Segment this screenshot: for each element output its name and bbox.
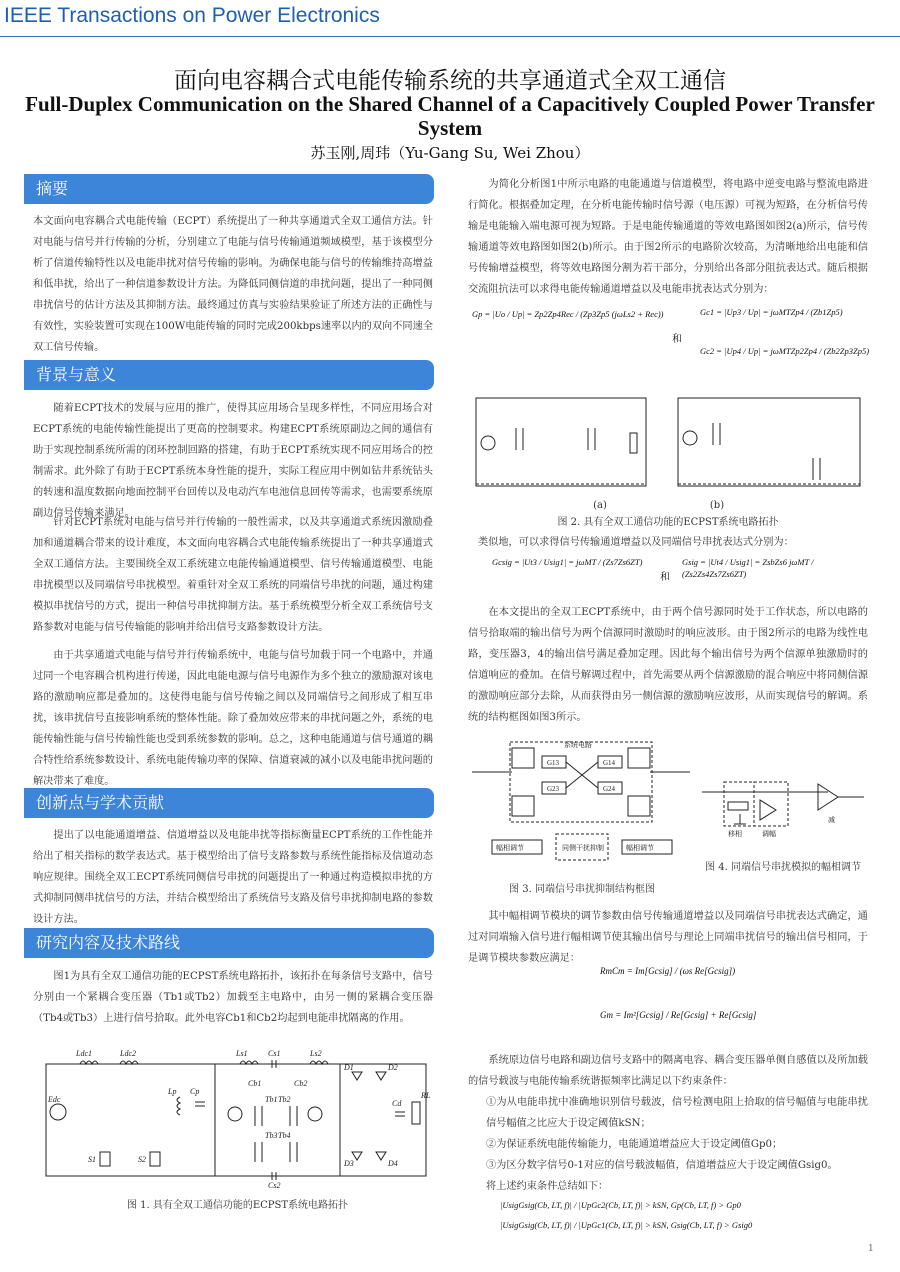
- fig1-label: Cd: [392, 1099, 402, 1108]
- section-heading-innovation: 创新点与学术贡献: [24, 788, 434, 818]
- research-text: 图1为具有全双工通信功能的ECPST系统电路拓扑，该拓扑在每条信号支路中，信号分别由一个紧耦合变压器（Tb1或Tb2）加载至主电路中，由另一侧的紧耦合变压器（Tb4或Tb3）上进行信号拾取。此外电容Cb1和Cb2均起到电能串扰隔离的作用。: [33, 971, 433, 1024]
- fig1-label: D2: [388, 1063, 398, 1072]
- figure-2-caption: 图 2. 具有全双工通信功能的ECPST系统电路拓扑: [557, 517, 779, 528]
- equation-signal-crosstalk: Gcsig = |Ut3 / Usig1| = jωMT / (Zs7Zs6ZT): [492, 557, 643, 567]
- fig1-label: Cp: [190, 1087, 200, 1096]
- fig3-label: G24: [603, 785, 616, 793]
- equation-rmcm: RmCm = Im[Gcsig] / (ωs Re[Gcsig]): [600, 966, 736, 976]
- fig4-label: 调幅: [762, 830, 776, 838]
- equation-signal-gain: Gsig = |Ut4 / Usig1| = ZsbZs6 jωMT / (Zs2Zs4Zs7Zs6ZT): [682, 557, 814, 579]
- section-heading-research: 研究内容及技术路线: [24, 928, 434, 958]
- figure-3-block-diagram: [472, 738, 692, 876]
- page-number: 1: [868, 1244, 874, 1254]
- equation-and-2: 和: [660, 572, 670, 583]
- fig1-label: D1: [344, 1063, 354, 1072]
- background-paragraph-1: 随着ECPT技术的发展与应用的推广，使得其应用场合呈现多样性，不同应用场合对ECPT系统的电能传输性能提出了更高的控制要求。构建ECPT系统原副边之间的通信有助于实现控制系统所需的闭环控制回路的搭建，有助于ECPT系统实现不同应用场合的控制需求。此外除了有助于ECPT系统本身性能的提升，实际工程应用中例如钻井系统钻头的转速和温度数据向地面控制平台回传以及电动汽车电池信息回传等需求，也需要系统原副边信号传输来满足。: [33, 403, 433, 519]
- fig1-label: Cb2: [294, 1079, 308, 1088]
- fig1-label: Tb2: [278, 1095, 291, 1104]
- fig3-label: G23: [547, 785, 560, 793]
- fig1-label: Cb1: [248, 1079, 262, 1088]
- figure-1-circuit: [40, 1042, 435, 1190]
- constraint-equation-1: |UsigGsig(Cb, LT, f)| / |UpGc2(Cb, LT, f)| > kSN, Gp(Cb, LT, f) > Gp0: [500, 1200, 741, 1210]
- header-rule: [0, 36, 900, 37]
- fig1-label: S1: [88, 1155, 96, 1164]
- journal-name: IEEE Transactions on Power Electronics: [4, 4, 380, 27]
- right-paragraph-4: 其中幅相调节模块的调节参数由信号传输通道增益以及同端信号串扰表达式确定，通过对同端输入信号进行幅相调节使其输出信号与理论上同端串扰信号的输出信号相同，于是调节模块参数应满足：: [468, 911, 868, 964]
- fig1-label: Ldc1: [76, 1049, 92, 1058]
- fig1-label: Ldc2: [120, 1049, 136, 1058]
- fig1-label: Cs2: [268, 1181, 281, 1190]
- section-heading-background: 背景与意义: [24, 360, 434, 390]
- fig1-label: Ls1: [236, 1049, 248, 1058]
- title-chinese: 面向电容耦合式电能传输系统的共享通道式全双工通信: [174, 68, 726, 94]
- abstract-text: 本文面向电容耦合式电能传输（ECPT）系统提出了一种共享通道式全双工通信方法。针对电能与信号并行传输的分析，分别建立了电能与信号传输通道频域模型，基于该模型分析了信道传输特性以及电能串扰对信号传输的影响。为确保电能与信号的传输维持高增益和低串扰，给出了一种信道参数设计方法。为降低同侧信道的串扰问题，提出了一种同侧串扰信号的估计方法及其抑制方法。最终通过仿真与实验结果验证了所述方法的正确性与有效性，实验装置可实现在100W电能传输的同时完成200kbps速率以内的双向不同速全双工信号传输。: [33, 216, 433, 353]
- right-paragraph-2: 类似地，可以求得信号传输通道增益以及同端信号串扰表达式分别为：: [478, 537, 794, 548]
- fig1-label: Edc: [48, 1095, 61, 1104]
- fig3-label: 幅相调节: [496, 844, 524, 852]
- fig1-label: Tb3: [265, 1131, 278, 1140]
- journal-header: [0, 0, 900, 40]
- fig1-label: D4: [388, 1159, 398, 1168]
- equation-gm: Gm = Im²[Gcsig] / Re[Gcsig] + Re[Gcsig]: [600, 1010, 757, 1020]
- background-paragraph-2: 针对ECPT系统对电能与信号并行传输的一般性需求，以及共享通道式系统因激励叠加和通道耦合带来的设计难度，本文面向电容耦合式电能传输系统提出了一种共享通道式全双工通信方法。主要围绕全双工系统建立电能传输通道模型、信号传输通道模型、电能串扰模型以及同端信号串扰模型。着重针对全双工系统的同端信号串扰的问题，通过构建模拟串扰信号的方式，提出一种信号串扰抑制方法。基于系统模型分析全双工系统信号支路参数对电能与信号传输能的影响并给出信号支路参数设计方法。: [33, 517, 433, 633]
- fig1-label: D3: [344, 1159, 354, 1168]
- fig3-label: 同侧干扰抑制: [562, 844, 604, 852]
- right-paragraph-3: 在本文提出的全双工ECPT系统中，由于两个信号源同时处于工作状态，所以电路的信号拾取端的输出信号为两个信源同时激励时的响应波形。由于图2所示的电路为线性电路，变压器3，4的输出信号满足叠加定理。因此每个输出信号为两个信源单独激励时的信道响应的叠加。在信号解调过程中，首先需要从两个信源激励的混合响应中将同侧信源的激励响应部分去除，从而获得由另一侧信源的激励响应波形，从而实现信号的解调。系统的结构框图如图3所示。: [468, 607, 868, 723]
- figure-2a-label: (a): [593, 500, 607, 511]
- constraint-1: ①为从电能串扰中准确地识别信号载波，信号检测电阻上拾取的信号幅值与电能串扰信号幅值之比应大于设定阈值kSN；: [486, 1097, 868, 1129]
- fig3-label: G14: [603, 759, 616, 767]
- equation-and-1: 和: [672, 334, 682, 345]
- equation-crosstalk-2: Gc2 = |Up4 / Up| = jωMTZp2Zp4 / (Zb2Zp3Zp5): [700, 346, 870, 356]
- background-paragraph-3: 由于共享通道式电能与信号并行传输系统中，电能与信号加载于同一个电路中，并通过同一个电容耦合机构进行传递，因此电能电源与信号电源作为多个独立的激励源对该电路的激励响应都是叠加的。这使得电能与信号传输之间以及同端信号之间形成了相互串扰，该串扰信号直接影响系统的整体性能。除了叠加效应带来的串扰问题之外，系统的电能传输性能与信号传输性能也受到系统参数的影响。总之，这种电能通道与信号通道的耦合特性给系统参数设计、系统电能传输功率的保障、信道衰减的减小以及电能串扰问题的解决带来了难度。: [33, 650, 433, 787]
- authors: 苏玉刚,周玮（Yu-Gang Su, Wei Zhou）: [310, 144, 590, 162]
- figure-2-circuits: [468, 388, 868, 506]
- fig4-label: 移相: [728, 830, 742, 838]
- fig1-label: Tb4: [278, 1131, 291, 1140]
- right-paragraph-5: 系统原边信号电路和副边信号支路中的隔离电容、耦合变压器单侧自感值以及所加载的信号载波与电能传输系统谐振频率比满足以下约束条件：: [468, 1055, 868, 1087]
- figure-4-amplitude-phase: [698, 762, 868, 852]
- figure-1-caption: 图 1. 具有全双工通信功能的ECPST系统电路拓扑: [126, 1200, 349, 1211]
- fig1-label: S2: [138, 1155, 146, 1164]
- fig3-label: G13: [547, 759, 560, 767]
- fig1-label: Cs1: [268, 1049, 281, 1058]
- constraint-equation-2: |UsigGsig(Cb, LT, f)| / |UpGc1(Cb, LT, f)| > kSN, Gsig(Cb, LT, f) > Gsig0: [500, 1220, 753, 1230]
- fig1-label: Tb1: [265, 1095, 278, 1104]
- figure-4-caption: 图 4. 同端信号串扰模拟的幅相调节: [705, 862, 861, 873]
- figure-2b-label: (b): [709, 500, 725, 511]
- constraint-2: ②为保证系统电能传输能力，电能通道增益应大于设定阈值Gp0；: [486, 1139, 783, 1150]
- innovation-text: 提出了以电能通道增益、信道增益以及电能串扰等指标衡量ECPT系统的工作性能并给出了相关指标的数学表达式。基于模型给出了信号支路参数与系统性能指标及信道动态响应规律。围绕全双工ECPT系统同侧信号串扰的问题提出了一种通过构造模拟串扰的方式抑制同侧串扰信号的方法，并结合模型给出了系统信号支路及信号串扰抑制电路的参数设计方法。: [33, 830, 433, 925]
- constraint-4: 将上述约束条件总结如下：: [486, 1181, 609, 1192]
- title-english: Full-Duplex Communication on the Shared Channel of a Capacitively Coupled Power Transfer System: [25, 92, 875, 140]
- constraint-3: ③为区分数字信号0-1对应的信号载波幅值，信道增益应大于设定阈值Gsig0。: [486, 1160, 838, 1171]
- equation-crosstalk-1: Gc1 = |Up3 / Up| = jωMTZp4 / (Zb1Zp5): [700, 307, 843, 317]
- fig1-label: Lp: [168, 1087, 177, 1096]
- fig4-label: 减: [828, 816, 835, 824]
- fig3-label: 幅相调节: [626, 844, 654, 852]
- section-heading-abstract: 摘要: [24, 174, 434, 204]
- fig1-label: Ls2: [310, 1049, 322, 1058]
- figure-3-caption: 图 3. 同端信号串扰抑制结构框图: [509, 884, 655, 895]
- right-paragraph-1: 为简化分析图1中所示电路的电能通道与信道模型，将电路中逆变电路与整流电路进行简化。根据叠加定理，在分析电能传输时信号源（电压源）可视为短路，在分析信号传输是电能输入端电源可视为短路。于是电能传输通道的等效电路图如图2(a)所示，信号传输通道等效电路图如图2(b)所示。由于图2所示的电路阶次较高，为清晰地给出电能和信号传输增益模型，将等效电路图分割为若干部分，分别给出各部分阻抗表达式。随后根据交流阻抗法可以求得电能传输通道增益以及电能串扰表达式分别为：: [468, 179, 868, 295]
- fig3-label: 系统电路: [564, 741, 592, 749]
- fig1-label: RL: [421, 1091, 431, 1100]
- equation-power-gain: Gp = |Uo / Up| = Zp2Zp4Rec / (Zp3Zp5 (jωLs2 + Rec)): [472, 309, 664, 319]
